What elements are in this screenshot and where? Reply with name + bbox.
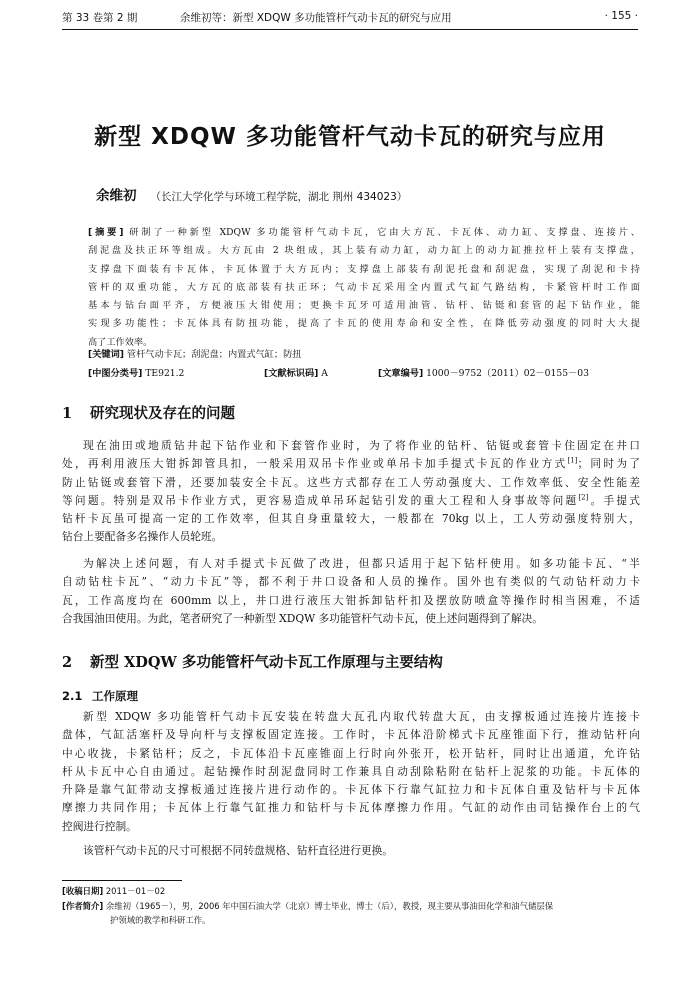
keywords xyxy=(88,346,301,360)
author-name: 余维初 xyxy=(96,188,137,204)
header-rule xyxy=(62,29,638,30)
abstract-line: 基本与钻台面平齐，方便液压大钳使用；更换卡瓦牙可适用油管、钻杆、钻铤和套管的起下钻作业，能 xyxy=(88,300,640,312)
author-affiliation: （长江大学化学与环境工程学院，湖北 荆州 434023） xyxy=(150,191,408,203)
document-code: [文献标识码] A xyxy=(264,368,328,379)
received-date: [收稿日期] 2011－01－02 xyxy=(62,886,166,896)
paragraph: 现在油田或地质钻井起下钻作业和下套管作业时，为了将作业的钻杆、钻铤或套管卡住固定在井口 处，再利用液压大钳拆卸管具扣，一般采用双吊卡作业或单吊卡加手提式卡瓦的作业方式[1]；同时为了 防止钻铤或套管下滑，还要加装安全卡瓦。这些方式都存在工人劳动强度大、工作效率低、安全性能差 等问题。特别是双吊卡作业方式，更容易造成单吊环起钻引发的重大工程和人身事故等问题[2]。手提式 钻杆卡瓦虽可提高一定的工作效率，但其自身重量较大，一般都在 70kg 以上，工人劳动强度特别大， 钻台上要配备多名操作人员轮班。 xyxy=(62,439,640,544)
abstract-line: 刮泥盘及扶正环等组成。大方瓦由 2 块组成，其上装有动力缸，动力缸上的动力缸推拉杆上装有支撑盘， xyxy=(88,245,640,257)
footnote-rule xyxy=(62,880,182,881)
author-bio: [作者简介] 余维初（1965－），男，2006 年中国石油大学（北京）博士毕业，博士（后），教授，现主要从事油田化学和油气储层保 xyxy=(62,900,554,911)
abstract-line: 高了工作效率。 xyxy=(88,336,153,348)
keywords-text: 管杆气动卡瓦；刮泥盘；内置式气缸；防扭 xyxy=(126,349,302,360)
abstract-line: 管杆的双重功能，大方瓦的底部装有扶正环；气动卡瓦采用全内置式气缸气路结构，卡紧管杆时工作面 xyxy=(88,281,640,293)
author-bio-cont: 护领域的教学和科研工作。 xyxy=(110,915,211,925)
clc-code: [中图分类号] TE921.2 xyxy=(88,368,185,379)
running-title: 余维初等：新型 XDQW 多功能管杆气动卡瓦的研究与应用 xyxy=(180,12,452,24)
abstract xyxy=(88,224,640,352)
page-number: · 155 · xyxy=(604,10,638,22)
abstract-line: [摘要] 研制了一种新型 XDQW 多功能管杆气动卡瓦，它由大方瓦、卡瓦体、动力缸、支撑盘、连接片、 xyxy=(88,227,640,238)
classification-line xyxy=(88,365,640,379)
section-heading: 2 新型 XDQW 多功能管杆气动卡瓦工作原理与主要结构 xyxy=(62,654,443,671)
footnote xyxy=(62,884,640,928)
subsection-heading: 2.1 工作原理 xyxy=(62,689,138,703)
citation: [1] xyxy=(567,456,578,465)
paragraph: 为解决上述问题，有人对手提式卡瓦做了改进，但都只适用于起下钻杆使用。如多功能卡瓦、“半 自动钻柱卡瓦”、“动力卡瓦”等，都不利于井口设备和人员的操作。国外也有类似的气动钻杆动力卡 瓦，工作高度均在 600mm 以上，井口进行液压大钳拆卸钻杆扣及摆放防喷盒等操作时相当困难，不适 合我国油田使用。为此，笔者研究了一种新型 XDQW 多功能管杆气动卡瓦，使上述问题得到了解决。 xyxy=(62,557,640,625)
article-number: [文章编号] 1000－9752（2011）02－0155－03 xyxy=(378,368,589,379)
author-line xyxy=(96,184,407,204)
paragraph: 新型 XDQW 多功能管杆气动卡瓦安装在转盘大瓦孔内取代转盘大瓦，由支撑板通过连接片连接卡 盘体，气缸活塞杆及导向杆与支撑板固定连接。工作时，卡瓦体沿阶梯式卡瓦座锥面下行，推动钻杆向 中心收拢，卡紧钻杆；反之，卡瓦体沿卡瓦座锥面上行时向外张开，松开钻杆，同时让出通道，允许钻 杆从卡瓦中心自由通过。起钻操作时刮泥盘同时工作兼具自动刮除粘附在钻杆上泥浆的功能。卡瓦体的 升降是靠气缸带动支撑板通过连接片进行动作的。卡瓦体下行靠气缸拉力和卡瓦体自重及钻杆与卡瓦体 摩擦力共同作用；卡瓦体上行靠气缸推力和钻杆与卡瓦体摩擦力作用。气缸的动作由司钻操作台上的气 控阀进行控制。 xyxy=(62,710,640,833)
running-header xyxy=(62,10,638,28)
keywords-label: [关键词] xyxy=(88,349,124,360)
section-heading: 1 研究现状及存在的问题 xyxy=(62,405,235,422)
volume-issue: 第 33 卷第 2 期 xyxy=(62,12,138,24)
abstract-label: [摘要] xyxy=(88,227,124,238)
citation: [2] xyxy=(578,493,589,502)
article-title: 新型 XDQW 多功能管杆气动卡瓦的研究与应用 xyxy=(94,124,606,150)
abstract-line: 实现多功能性；卡瓦体具有防扭功能，提高了卡瓦的使用寿命和安全性，在降低劳动强度的同时大大提 xyxy=(88,318,640,330)
abstract-line: 支撑盘下面装有卡瓦体，卡瓦体置于大方瓦内；支撑盘上部装有刮泥托盘和刮泥盘，实现了刮泥和卡持 xyxy=(88,263,640,275)
paragraph: 该管杆气动卡瓦的尺寸可根据不同转盘规格、钻杆直径进行更换。 xyxy=(83,844,393,857)
